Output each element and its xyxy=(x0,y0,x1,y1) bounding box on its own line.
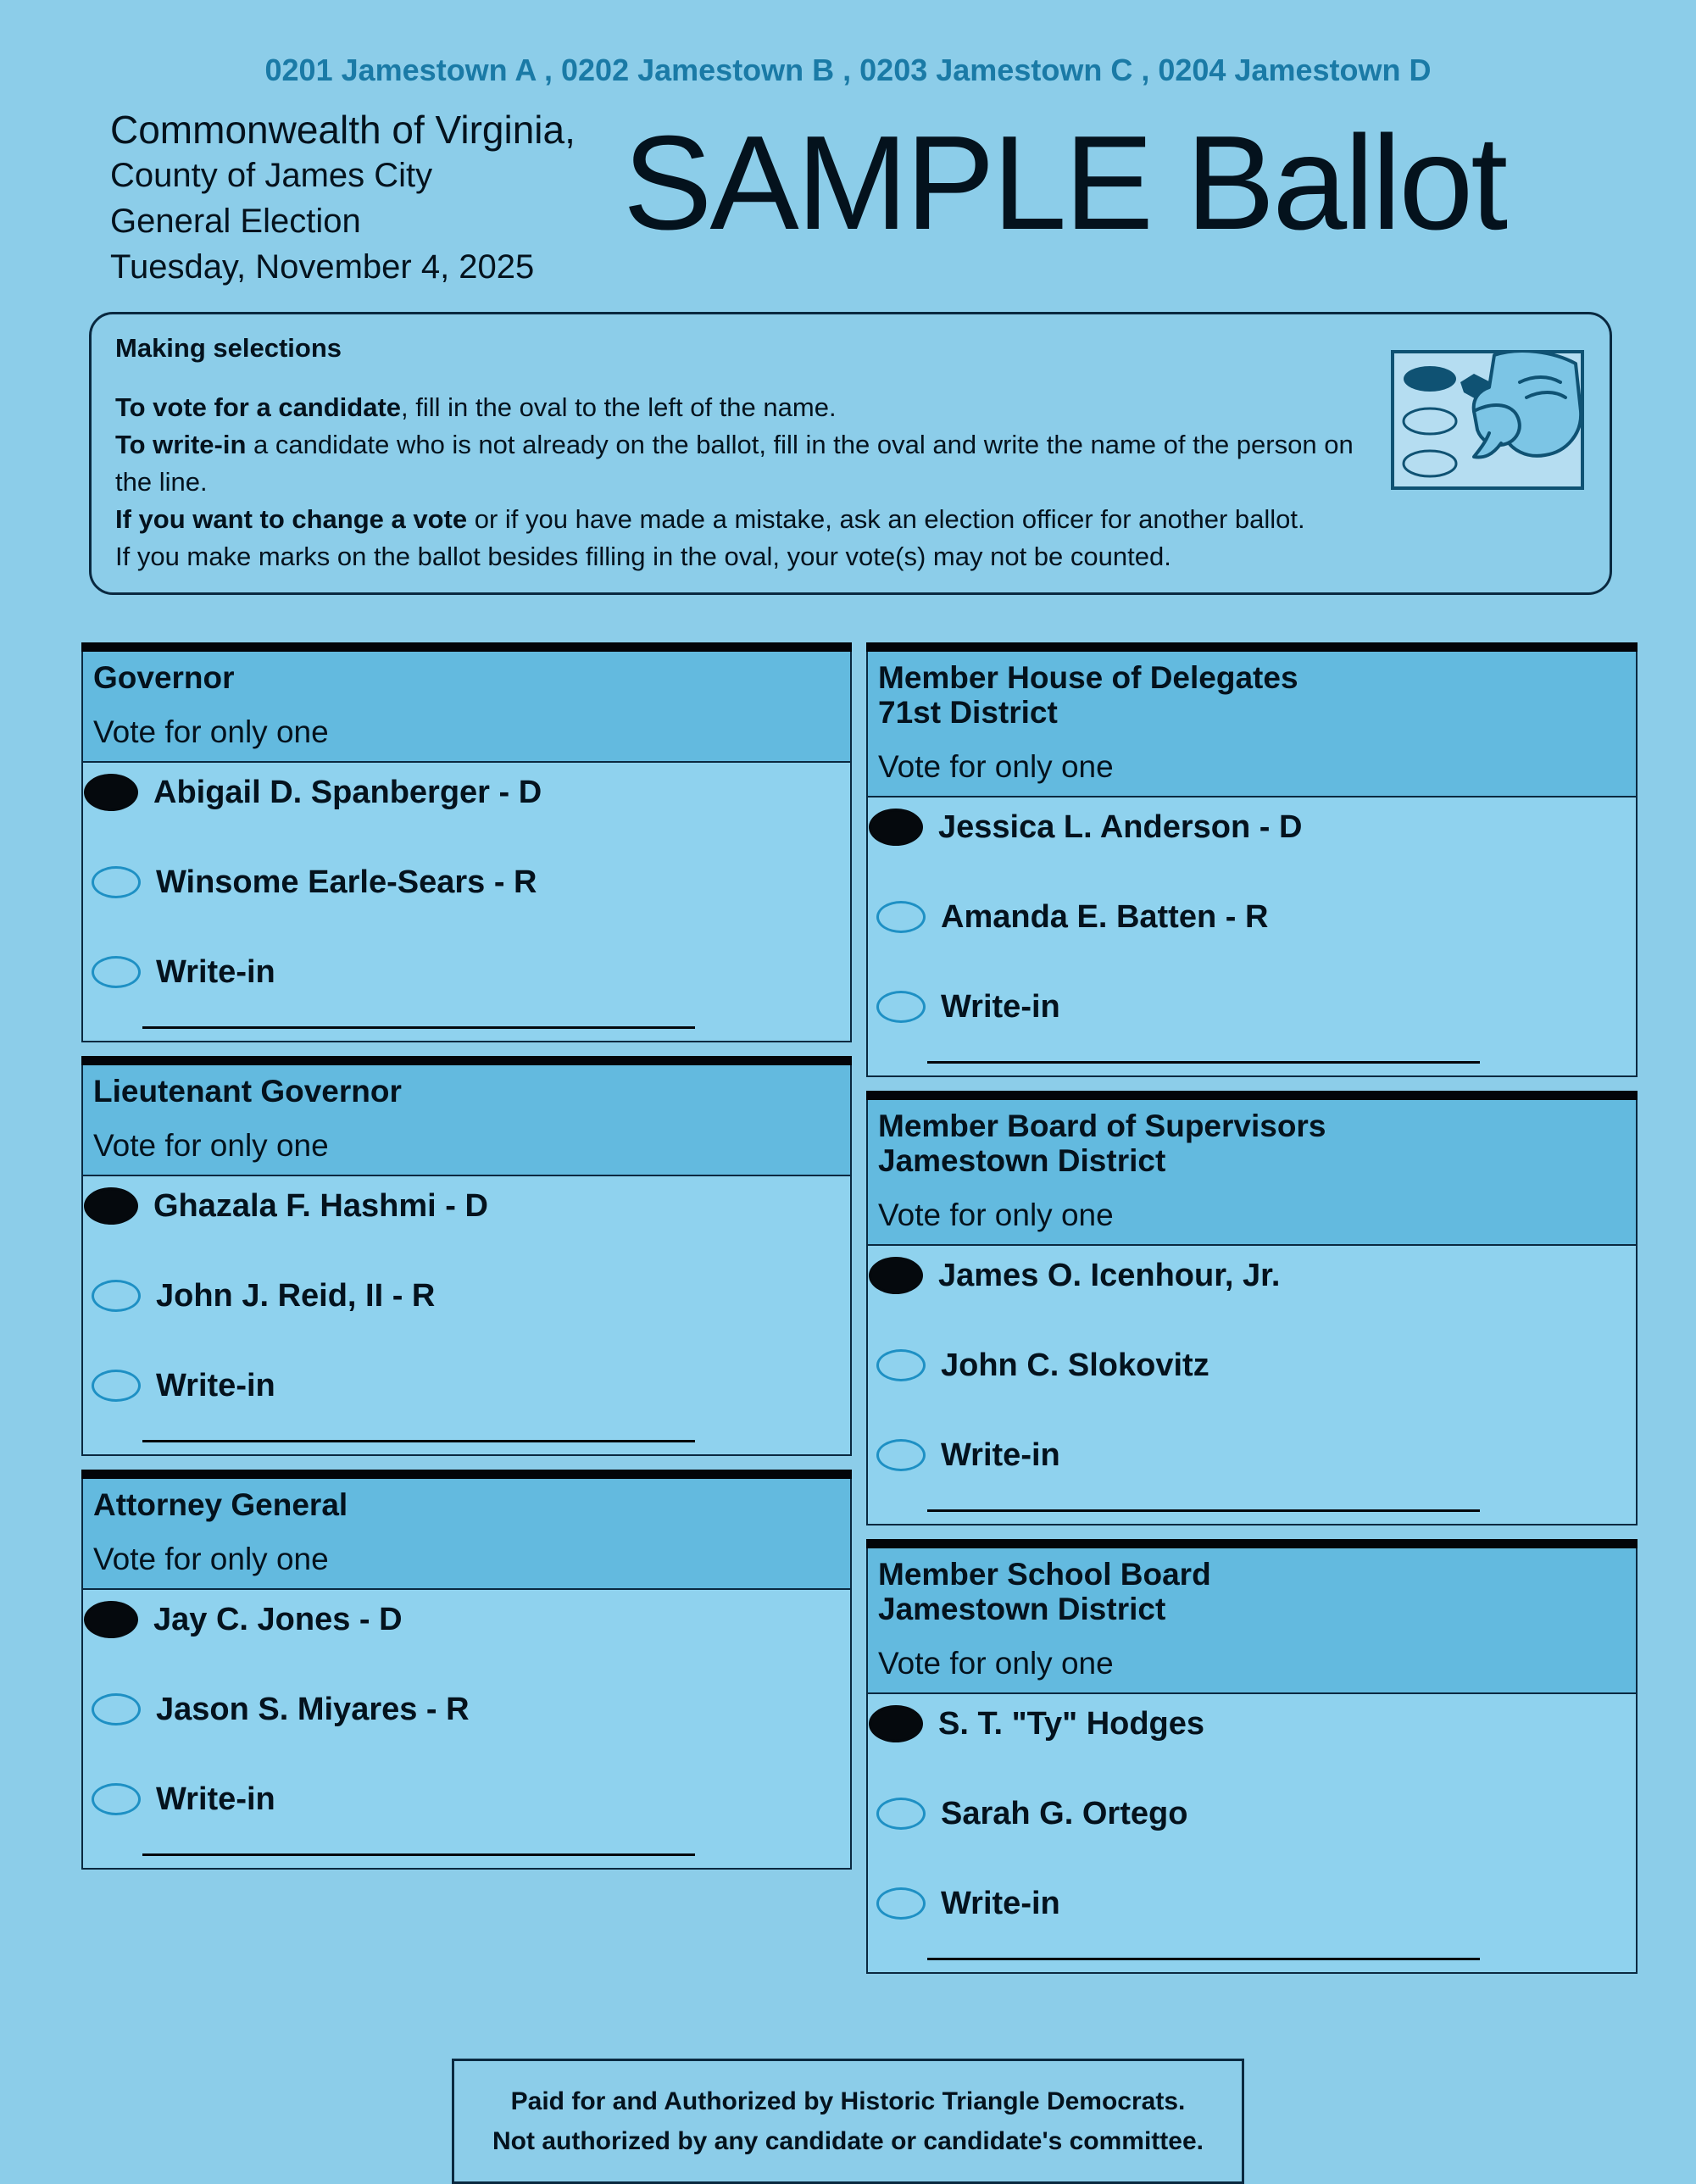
candidate-row xyxy=(83,1276,850,1366)
write-in-line[interactable] xyxy=(142,1440,695,1442)
candidate-name: Write-in xyxy=(156,1781,275,1817)
contest-box xyxy=(81,642,852,1042)
contest-box xyxy=(81,1056,852,1456)
contest-vote-instruction: Vote for only one xyxy=(878,1198,1114,1232)
candidate-list xyxy=(83,1588,850,1868)
instruction-line xyxy=(115,501,1586,538)
candidate-name: Write-in xyxy=(156,1368,275,1403)
candidate-name: Jay C. Jones - D xyxy=(153,1602,403,1637)
hand-filling-oval-illustration xyxy=(1391,350,1584,500)
candidate-name: Write-in xyxy=(941,1886,1060,1921)
contest-top-bar xyxy=(866,1091,1638,1100)
oval-empty[interactable] xyxy=(876,1349,926,1381)
candidate-name: Ghazala F. Hashmi - D xyxy=(153,1188,488,1224)
contest-title: Attorney General xyxy=(93,1487,348,1522)
election-info-line: Commonwealth of Virginia, xyxy=(110,108,576,152)
column-left xyxy=(81,642,852,1870)
oval-empty[interactable] xyxy=(92,1280,141,1312)
candidate-row xyxy=(868,1256,1636,1346)
contest-title: Member House of Delegates 71st District xyxy=(878,660,1298,730)
candidate-name: Jessica L. Anderson - D xyxy=(938,809,1303,845)
contest-title: Lieutenant Governor xyxy=(93,1074,402,1109)
oval-filled[interactable] xyxy=(869,1257,923,1294)
candidate-name: John J. Reid, II - R xyxy=(156,1278,436,1314)
candidate-row xyxy=(83,1780,850,1870)
instruction-text: or if you have made a mistake, ask an election officer for another ballot. xyxy=(467,504,1305,534)
candidate-row xyxy=(868,1346,1636,1436)
contest-top-bar xyxy=(81,642,852,652)
disclaimer-line: Paid for and Authorized by Historic Triangle Democrats. xyxy=(510,2087,1186,2115)
candidate-list xyxy=(868,796,1636,1075)
candidate-row xyxy=(868,897,1636,987)
instruction-text: , fill in the oval to the left of the name. xyxy=(401,392,837,422)
instruction-bold-text: To write-in xyxy=(115,430,247,459)
instruction-line xyxy=(115,426,1586,501)
instruction-text: If you make marks on the ballot besides filling in the oval, your vote(s) may not be counted. xyxy=(115,542,1171,571)
oval-empty[interactable] xyxy=(92,1783,141,1815)
contest-vote-instruction: Vote for only one xyxy=(93,1542,329,1576)
candidate-list xyxy=(868,1692,1636,1972)
instruction-list xyxy=(115,389,1586,575)
contest-header xyxy=(83,652,850,761)
contest-title: Member Board of Supervisors Jamestown District xyxy=(878,1109,1326,1178)
oval-empty[interactable] xyxy=(876,1887,926,1920)
candidate-row xyxy=(868,1794,1636,1884)
candidate-name: Write-in xyxy=(156,954,275,990)
candidate-row xyxy=(83,863,850,953)
candidate-row xyxy=(83,1600,850,1690)
oval-empty[interactable] xyxy=(876,1439,926,1471)
candidate-name: Sarah G. Ortego xyxy=(941,1796,1188,1831)
candidate-row xyxy=(83,953,850,1042)
election-info-line: Tuesday, November 4, 2025 xyxy=(110,248,535,286)
candidate-row xyxy=(83,1690,850,1780)
disclaimer-box xyxy=(452,2059,1244,2184)
write-in-line[interactable] xyxy=(927,1958,1480,1960)
oval-empty[interactable] xyxy=(876,1798,926,1830)
instructions-box xyxy=(89,312,1612,595)
oval-filled[interactable] xyxy=(84,1601,138,1638)
contest-top-bar xyxy=(866,1539,1638,1548)
candidate-row xyxy=(83,773,850,863)
contest-title: Governor xyxy=(93,660,235,695)
oval-filled[interactable] xyxy=(869,1705,923,1742)
contest-header xyxy=(868,652,1636,796)
contest-vote-instruction: Vote for only one xyxy=(93,714,329,749)
candidate-list xyxy=(83,761,850,1041)
contest-title: Member School Board Jamestown District xyxy=(878,1557,1211,1626)
instruction-bold-text: To vote for a candidate xyxy=(115,392,402,422)
contest-box xyxy=(866,642,1638,1077)
candidate-name: James O. Icenhour, Jr. xyxy=(938,1258,1281,1293)
candidate-name: Amanda E. Batten - R xyxy=(941,899,1269,935)
candidate-row xyxy=(868,1884,1636,1974)
contest-top-bar xyxy=(81,1470,852,1479)
election-info-line: County of James City xyxy=(110,157,433,194)
candidate-name: John C. Slokovitz xyxy=(941,1348,1209,1383)
election-info-line: General Election xyxy=(110,203,361,240)
oval-filled[interactable] xyxy=(84,1187,138,1225)
oval-empty[interactable] xyxy=(92,866,141,898)
contest-top-bar xyxy=(81,1056,852,1065)
oval-filled[interactable] xyxy=(869,809,923,846)
instruction-text: a candidate who is not already on the ballot, fill in the oval and write the name of the person on the line. xyxy=(115,430,1354,497)
candidate-row xyxy=(83,1186,850,1276)
contest-vote-instruction: Vote for only one xyxy=(93,1128,329,1163)
precinct-header: 0201 Jamestown A , 0202 Jamestown B , 0203 Jamestown C , 0204 Jamestown D xyxy=(264,53,1432,87)
write-in-line[interactable] xyxy=(927,1061,1480,1064)
write-in-line[interactable] xyxy=(142,1853,695,1856)
instruction-line xyxy=(115,389,1586,426)
instruction-line xyxy=(115,538,1586,575)
contest-header xyxy=(868,1100,1636,1244)
candidate-row xyxy=(83,1366,850,1456)
contest-vote-instruction: Vote for only one xyxy=(878,1646,1114,1681)
candidate-name: Write-in xyxy=(941,1437,1060,1473)
oval-empty[interactable] xyxy=(92,1370,141,1402)
instruction-bold-text: If you want to change a vote xyxy=(115,504,468,534)
oval-empty[interactable] xyxy=(92,956,141,988)
oval-empty[interactable] xyxy=(876,901,926,933)
candidate-name: Write-in xyxy=(941,989,1060,1025)
candidate-name: Winsome Earle-Sears - R xyxy=(156,864,537,900)
candidate-name: Jason S. Miyares - R xyxy=(156,1692,470,1727)
candidate-list xyxy=(83,1175,850,1454)
contest-columns xyxy=(81,642,1638,1974)
contest-box xyxy=(81,1470,852,1870)
column-right xyxy=(866,642,1638,1974)
disclaimer-line: Not authorized by any candidate or candidate's committee. xyxy=(492,2127,1204,2155)
contest-top-bar xyxy=(866,642,1638,652)
ballot-header xyxy=(0,107,1696,312)
contest-header xyxy=(83,1479,850,1588)
sample-ballot-title: SAMPLE Ballot xyxy=(623,108,1506,258)
election-info xyxy=(110,107,576,290)
instructions-heading: Making selections xyxy=(115,333,342,363)
oval-empty[interactable] xyxy=(876,991,926,1023)
write-in-line[interactable] xyxy=(927,1509,1480,1512)
contest-box xyxy=(866,1091,1638,1525)
oval-filled[interactable] xyxy=(84,774,138,811)
candidate-row xyxy=(868,1436,1636,1525)
candidate-name: S. T. "Ty" Hodges xyxy=(938,1706,1205,1742)
candidate-list xyxy=(868,1244,1636,1524)
candidate-name: Abigail D. Spanberger - D xyxy=(153,775,542,810)
contest-vote-instruction: Vote for only one xyxy=(878,749,1114,784)
contest-box xyxy=(866,1539,1638,1974)
write-in-line[interactable] xyxy=(142,1026,695,1029)
contest-header xyxy=(83,1065,850,1175)
candidate-row xyxy=(868,987,1636,1077)
candidate-row xyxy=(868,1704,1636,1794)
contest-header xyxy=(868,1548,1636,1692)
oval-empty[interactable] xyxy=(92,1693,141,1726)
candidate-row xyxy=(868,808,1636,897)
